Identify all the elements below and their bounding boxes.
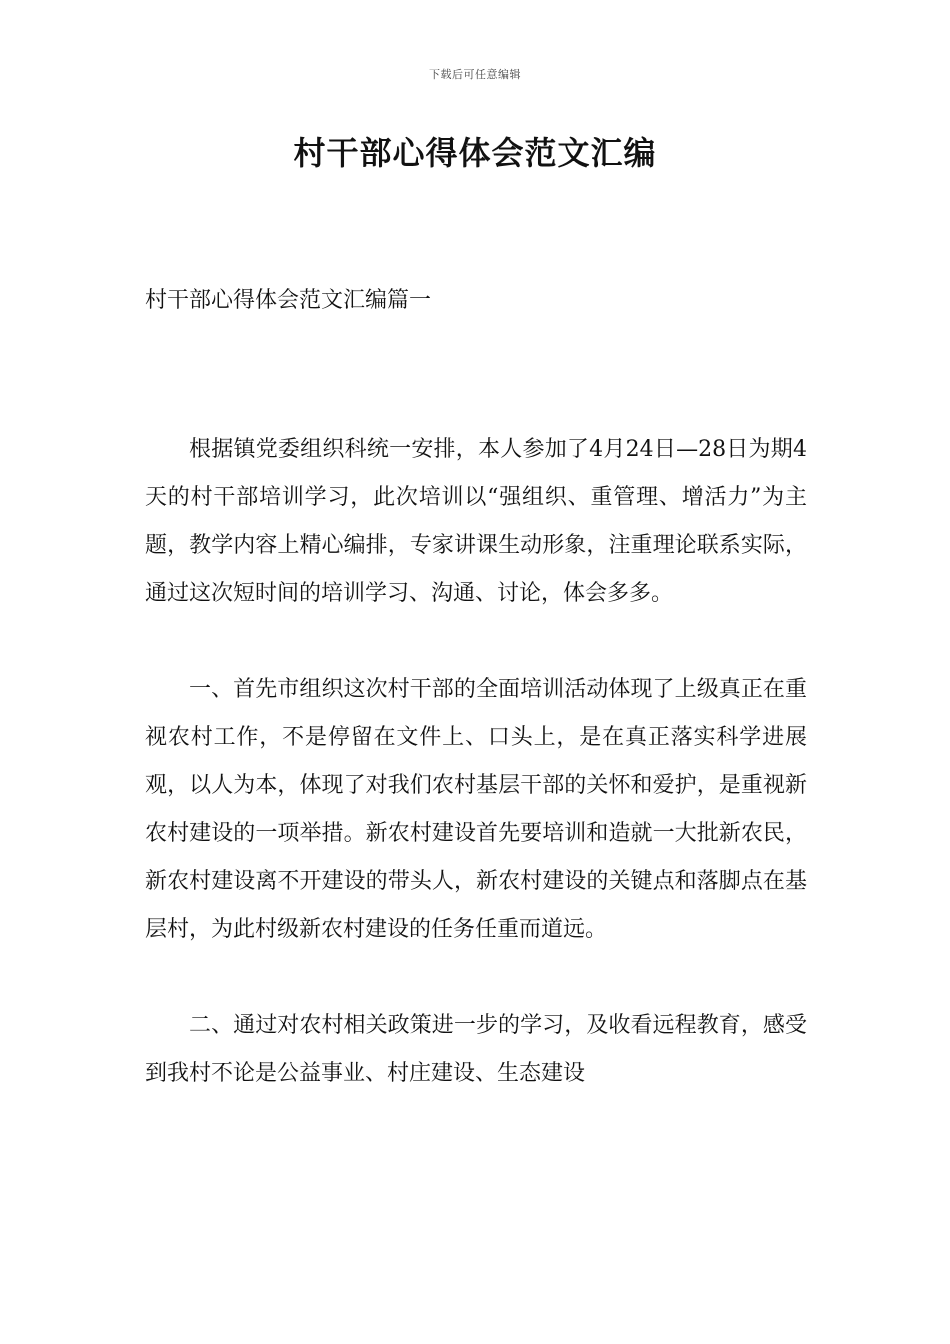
- header-note: 下载后可任意编辑: [429, 68, 521, 81]
- document-body: [145, 426, 807, 1146]
- section-heading: 村干部心得体会范文汇编篇一: [145, 288, 432, 313]
- paragraph-1: 根据镇党委组织科统一安排，本人参加了4月24日—28日为期4天的村干部培训学习，此次培训以“强组织、重管理、增活力”为主题，教学内容上精心编排，专家讲课生动形象，注重理论联系实际，通过这次短时间的培训学习、沟通、讨论，体会多多。: [145, 437, 807, 606]
- document-title: 村干部心得体会范文汇编: [293, 134, 657, 172]
- paragraph-3: 二、通过对农村相关政策进一步的学习，及收看远程教育，感受到我村不论是公益事业、村庄建设、生态建设: [145, 1013, 807, 1086]
- paragraph-2: 一、首先市组织这次村干部的全面培训活动体现了上级真正在重视农村工作，不是停留在文件上、口头上，是在真正落实科学进展观，以人为本，体现了对我们农村基层干部的关怀和爱护，是重视新农村建设的一项举措。新农村建设首先要培训和造就一大批新农民，新农村建设离不开建设的带头人，新农村建设的关键点和落脚点在基层村，为此村级新农村建设的任务任重而道远。: [145, 677, 807, 942]
